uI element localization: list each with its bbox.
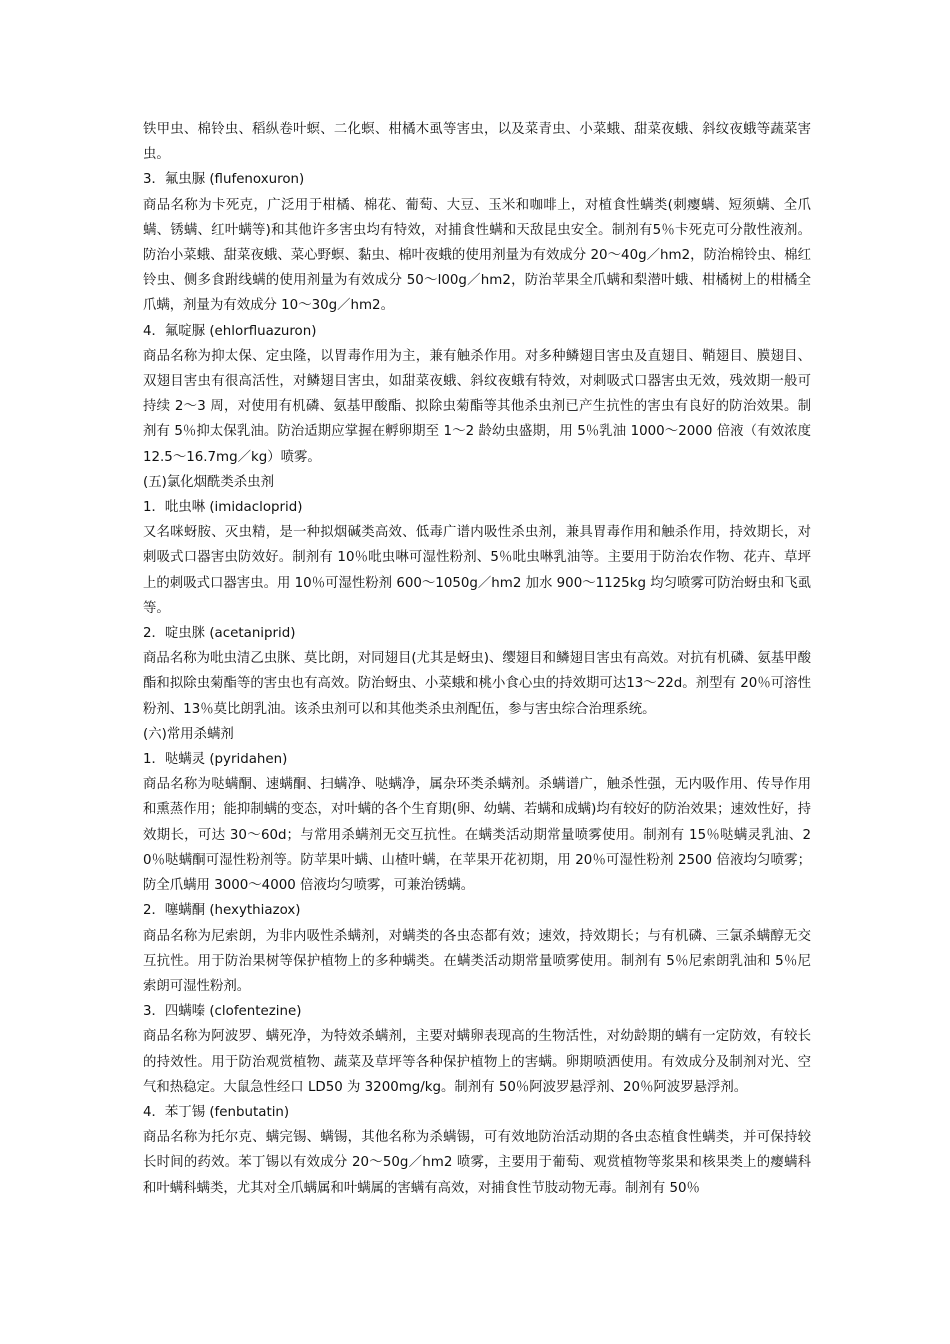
item-heading: 1．哒螨灵 (pyridahen) — [143, 752, 288, 768]
paragraph: 商品名称为托尔克、螨完锡、螨锡，其他名称为杀螨锡，可有效地防治活动期的各虫态植食性螨类，并可保持较长时间的药效。苯丁锡以有效成分 20～50g／hm2 喷雾，主要用于葡萄、观赏植物等浆果和核果类上的瘿螨科和叶螨科螨类，尤其对全爪螨属和叶螨属的害螨有高效，对捕食性节肢动物无毒。制剂有 50％ — [143, 1130, 811, 1196]
section-heading: (六)常用杀螨剂 — [143, 726, 234, 742]
paragraph: 商品名称为卡死克，广泛用于柑橘、棉花、葡萄、大豆、玉米和咖啡上，对植食性螨类(刺瘿螨、短须螨、全爪螨、锈螨、红叶螨等)和其他许多害虫均有特效，对捕食性螨和天敌昆虫安全。制剂有5％卡死克可分散性液剂。防治小菜蛾、甜菜夜蛾、菜心野螟、黏虫、棉叶夜蛾的使用剂量为有效成分 20～40g／hm2，防治棉铃虫、棉红铃虫、侧多食跗线螨的使用剂量为有效成分 50～l00g／hm2，防治苹果全爪螨和梨潜叶蛾、柑橘树上的柑橘全爪螨，剂量为有效成分 10～30g／hm2。 — [143, 197, 811, 314]
section-heading: (五)氯化烟酰类杀虫剂 — [143, 474, 274, 490]
item-heading: 3．四螨嗪 (clofentezine) — [143, 1004, 302, 1020]
paragraph: 商品名称为阿波罗、螨死净，为特效杀螨剂，主要对螨卵表现高的生物活性，对幼龄期的螨有一定防效，有较长的持效性。用于防治观赏植物、蔬菜及草坪等各种保护植物上的害螨。卵期喷洒使用。有效成分及制剂对光、空气和热稳定。大鼠急性经口 LD50 为 3200mg/kg。制剂有 50％阿波罗悬浮剂、20％阿波罗悬浮剂。 — [143, 1029, 811, 1095]
paragraph: 铁甲虫、棉铃虫、稻纵卷叶螟、二化螟、柑橘木虱等害虫，以及菜青虫、小菜蛾、甜菜夜蛾、斜纹夜蛾等蔬菜害虫。 — [143, 122, 811, 163]
item-heading: 4．氟啶脲 (ehlorfluazuron) — [143, 323, 317, 339]
document-page — [143, 117, 811, 1201]
paragraph: 商品名称为尼索朗，为非内吸性杀螨剂，对螨类的各虫态都有效；速效，持效期长；与有机磷、三氯杀螨醇无交互抗性。用于防治果树等保护植物上的多种螨类。在螨类活动期常量喷雾使用。制剂有 5％尼索朗乳油和 5％尼索朗可湿性粉剂。 — [143, 928, 811, 994]
paragraph: 商品名称为吡虫清乙虫脒、莫比朗，对同翅目(尤其是蚜虫)、缨翅目和鳞翅目害虫有高效。对抗有机磷、氨基甲酸酯和拟除虫菊酯等的害虫也有高效。防治蚜虫、小菜蛾和桃小食心虫的持效期可达13～22d。剂型有 20％可溶性粉剂、13％莫比朗乳油。该杀虫剂可以和其他类杀虫剂配伍，参与害虫综合治理系统。 — [143, 651, 811, 717]
paragraph: 商品名称为抑太保、定虫隆，以胃毒作用为主，兼有触杀作用。对多种鳞翅目害虫及直翅目、鞘翅目、膜翅目、双翅目害虫有很高活性，对鳞翅目害虫，如甜菜夜蛾、斜纹夜蛾有特效，对刺吸式口器害虫无效，残效期一般可持续 2～3 周，对使用有机磷、氨基甲酸酯、拟除虫菊酯等其他杀虫剂已产生抗性的害虫有良好的防治效果。制剂有 5％抑太保乳油。防治适期应掌握在孵卵期至 1～2 龄幼虫盛期，用 5％乳油 1000～2000 倍液（有效浓度 12.5～16.7mg／kg）喷雾。 — [143, 348, 811, 465]
item-heading: 1．吡虫啉 (imidacloprid) — [143, 500, 303, 516]
item-heading: 4．苯丁锡 (fenbutatin) — [143, 1104, 290, 1120]
item-heading: 2．啶虫脒 (acetaniprid) — [143, 626, 296, 642]
item-heading: 3．氟虫脲 (flufenoxuron) — [143, 172, 305, 188]
item-heading: 2．噻螨酮 (hexythiazox) — [143, 903, 301, 919]
paragraph: 商品名称为哒螨酮、速螨酮、扫螨净、哒螨净，属杂环类杀螨剂。杀螨谱广，触杀性强，无内吸作用、传导作用和熏蒸作用；能抑制螨的变态，对叶螨的各个生育期(卵、幼螨、若螨和成螨)均有较好的防治效果；速效性好，持效期长，可达 30～60d；与常用杀螨剂无交互抗性。在螨类活动期常量喷雾使用。制剂有 15％哒螨灵乳油、20％哒螨酮可湿性粉剂等。防苹果叶螨、山楂叶螨，在苹果开花初期，用 20％可湿性粉剂 2500 倍液均匀喷雾；防全爪螨用 3000～4000 倍液均匀喷雾，可兼治锈螨。 — [143, 777, 811, 894]
paragraph: 又名咪蚜胺、灭虫精，是一种拟烟碱类高效、低毒广谱内吸性杀虫剂，兼具胃毒作用和触杀作用，持效期长，对刺吸式口器害虫防效好。制剂有 10％吡虫啉可湿性粉剂、5％吡虫啉乳油等。主要用于防治农作物、花卉、草坪上的刺吸式口器害虫。用 10％可湿性粉剂 600～1050g／hm2 加水 900～1125kg 均匀喷雾可防治蚜虫和飞虱等。 — [143, 525, 811, 616]
